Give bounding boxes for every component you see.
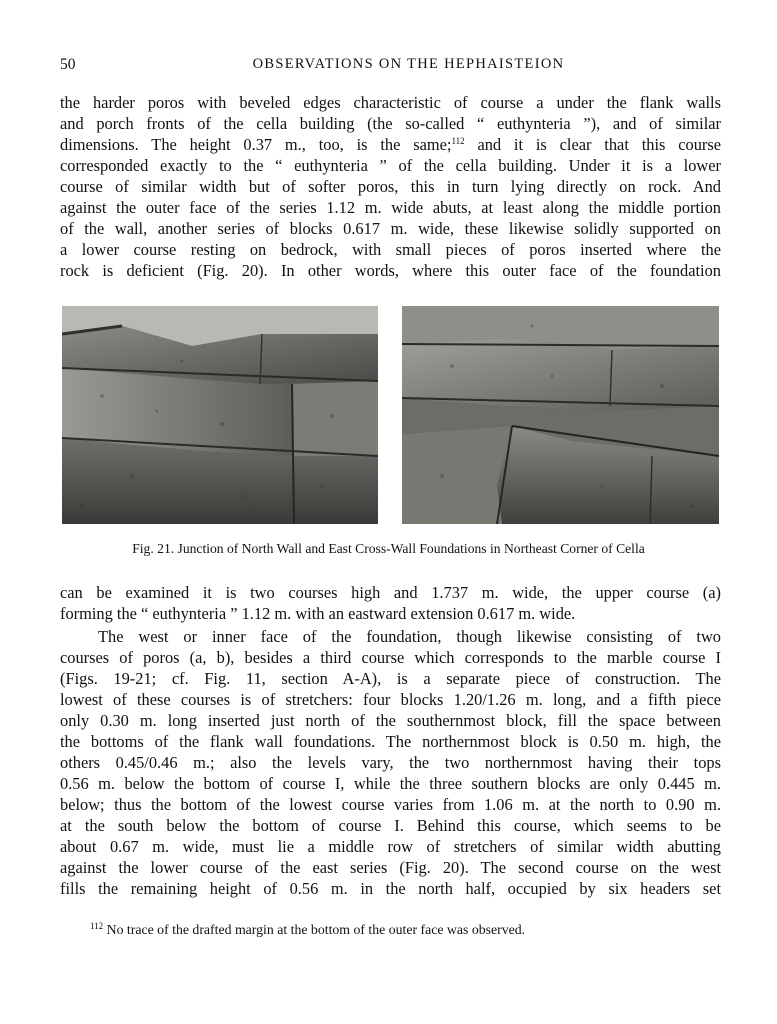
- text-line: The west or inner face of the foundation, though likewise consisting of two: [98, 627, 721, 646]
- footnote-number: 112: [90, 921, 104, 931]
- text-line: forming the “ euthynteria ” 1.12 m. with an eastward extension 0.617 m. wide.: [60, 604, 576, 623]
- footnote-text: No trace of the drafted margin at the bottom of the outer face was observed.: [103, 922, 526, 937]
- text-line: below; thus the bottom of the lowest course varies from 1.06 m. at the north to 0.90 m.: [60, 795, 721, 814]
- running-title: OBSERVATIONS ON THE HEPHAISTEION: [252, 56, 565, 72]
- text-line: dimensions. The height 0.37 m., too, is the same;$^{112}$ and it is clear that this course: [60, 135, 722, 154]
- text-line: course of similar width but of softer poros, this in turn lying directly on rock. And: [60, 177, 721, 196]
- paragraph-3: [60, 626, 721, 899]
- page-number: 50: [60, 56, 76, 73]
- text-line: lowest of these courses is of stretchers: four blocks 1.20/1.26 m. long, and a fifth piece: [60, 690, 721, 709]
- figure-caption: Fig. 21. Junction of North Wall and East Cross-Wall Foundations in Northeast Corner of Cella: [132, 541, 645, 556]
- text-line: the harder poros with beveled edges characteristic of course a under the flank walls: [60, 93, 721, 112]
- stone-masonry-photo: [62, 306, 378, 524]
- footnote-ref: 112: [451, 136, 465, 146]
- text-line: against the outer face of the series 1.12 m. wide abuts, at least along the middle portion: [60, 198, 721, 217]
- paragraph-1: [60, 92, 721, 281]
- paragraph-2: [60, 582, 721, 624]
- figure-photo-right: [402, 306, 719, 524]
- text-line: courses of poros (a, b), besides a third course which corresponds to the marble course I: [60, 648, 721, 667]
- text-line: corresponded exactly to the “ euthynteria ” of the cella building. Under it is a lower: [60, 156, 721, 175]
- text-line: and porch fronts of the cella building (the so-called “ euthynteria ”), and of similar: [60, 114, 721, 133]
- text-line: can be examined it is two courses high and 1.737 m. wide, the upper course (a): [60, 583, 721, 602]
- text-line: rock is deficient (Fig. 20). In other words, where this outer face of the foundation: [60, 261, 721, 280]
- text-line: against the lower course of the east series (Fig. 20). The second course on the west: [60, 858, 721, 877]
- text-line: a lower course resting on bedrock, with small pieces of poros inserted where the: [60, 240, 721, 259]
- text-line: the bottoms of the flank wall foundations. The northernmost block is 0.50 m. high, the: [60, 732, 721, 751]
- text-line: at the south below the bottom of course I. Behind this course, which seems to be: [60, 816, 721, 835]
- text-line: (Figs. 19-21; cf. Fig. 11, section A-A), is a separate piece of construction. The: [60, 669, 721, 688]
- footnote: [90, 922, 525, 938]
- text-line: 0.56 m. below the bottom of course I, while the three southern blocks are only 0.445 m.: [60, 774, 721, 793]
- text-line: fills the remaining height of 0.56 m. in the north half, occupied by six headers set: [60, 879, 721, 898]
- stone-masonry-photo: [402, 306, 719, 524]
- text-line: only 0.30 m. long inserted just north of the southernmost block, fill the space between: [60, 711, 721, 730]
- text-line: about 0.67 m. wide, must lie a middle row of stretchers of similar width abutting: [60, 837, 721, 856]
- figure-photo-left: [62, 306, 378, 524]
- text-line: others 0.45/0.46 m.; also the levels vary, the two northernmost having their tops: [60, 753, 721, 772]
- text-line: of the wall, another series of blocks 0.617 m. wide, these likewise solidly supported on: [60, 219, 721, 238]
